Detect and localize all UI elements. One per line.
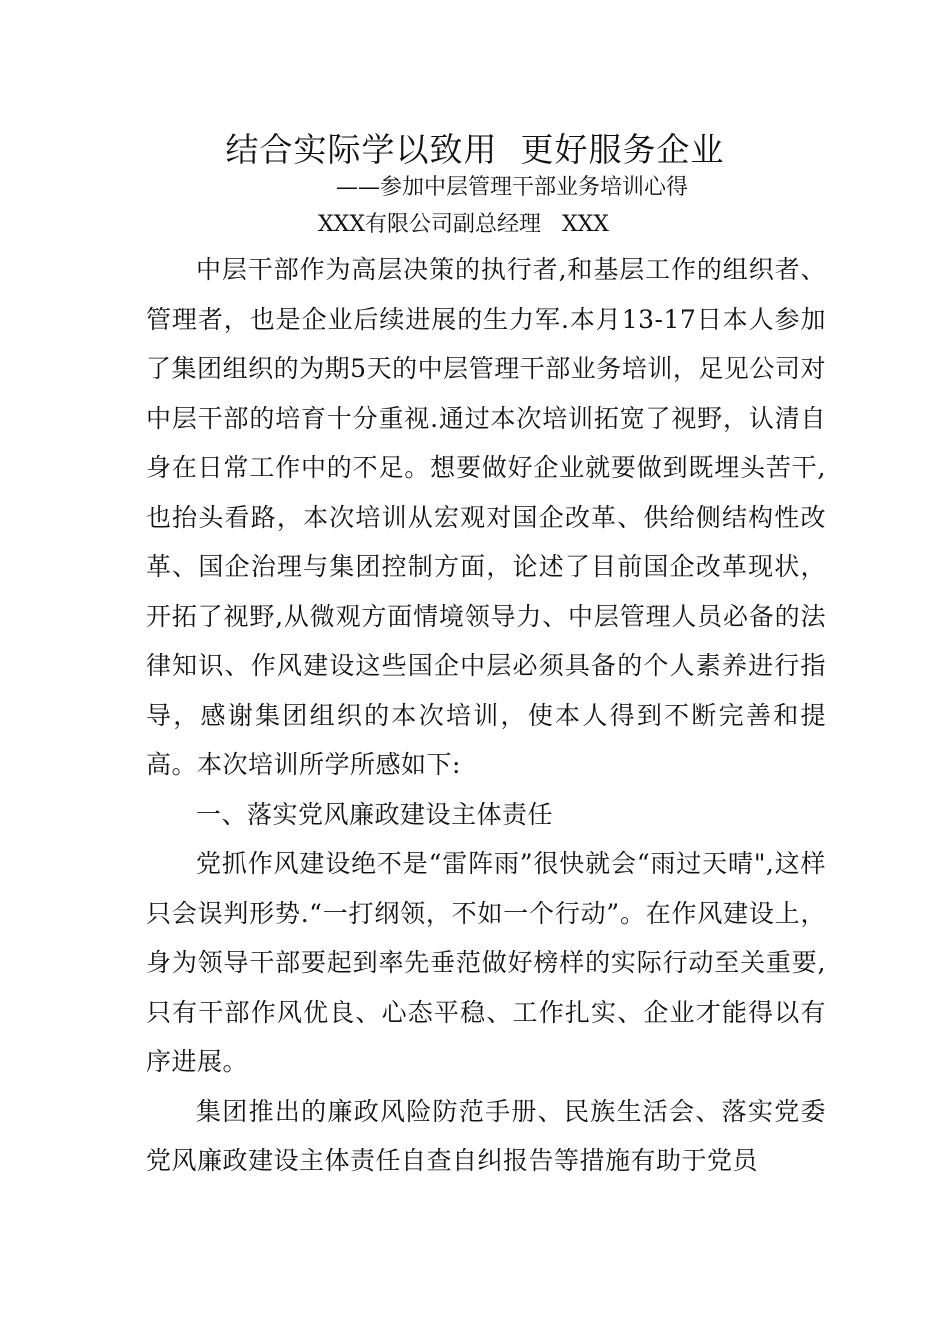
document-author: XXX有限公司副总经理 XXX (318, 212, 609, 237)
paragraph-section-1: 党抓作风建设绝不是“雷阵雨”很快就会“雨过天晴",这样只会误判形势.“一打纲领，不如一个行动”。在作风建设上，身为领导干部要起到率先垂范做好榜样的实际行动至关重要,只有干部作风优良、心态平稳、工作扎实、企业才能得以有序进展。 (146, 849, 826, 1076)
document-subtitle: ——参加中层管理干部业务培训心得 (336, 175, 689, 200)
paragraph-section-1-continued: 集团推出的廉政风险防范手册、民族生活会、落实党委党风廉政建设主体责任自查自纠报告等措施有助于党员 (146, 1096, 826, 1175)
paragraph-intro: 中层干部作为高层决策的执行者,和基层工作的组织者、管理者，也是企业后续进展的生力军.本月13-17日本人参加了集团组织的为期5天的中层管理干部业务培训，足见公司对中层干部的培育十分重视.通过本次培训拓宽了视野，认清自身在日常工作中的不足。想要做好企业就要做到既埋头苦干,也抬头看路，本次培训从宏观对国企改革、供给侧结构性改革、国企治理与集团控制方面，论述了目前国企改革现状，开拓了视野,从微观方面情境领导力、中层管理人员必备的法律知识、作风建设这些国企中层必须具备的个人素养进行指导，感谢集团组织的本次培训，使本人得到不断完善和提高。本次培训所学所感如下: (146, 255, 826, 779)
document-body (146, 245, 826, 1186)
document-title: 结合实际学以致用 更好服务企业 (225, 130, 725, 169)
section-heading-1: 一、落实党风廉政建设主体责任 (196, 799, 554, 829)
